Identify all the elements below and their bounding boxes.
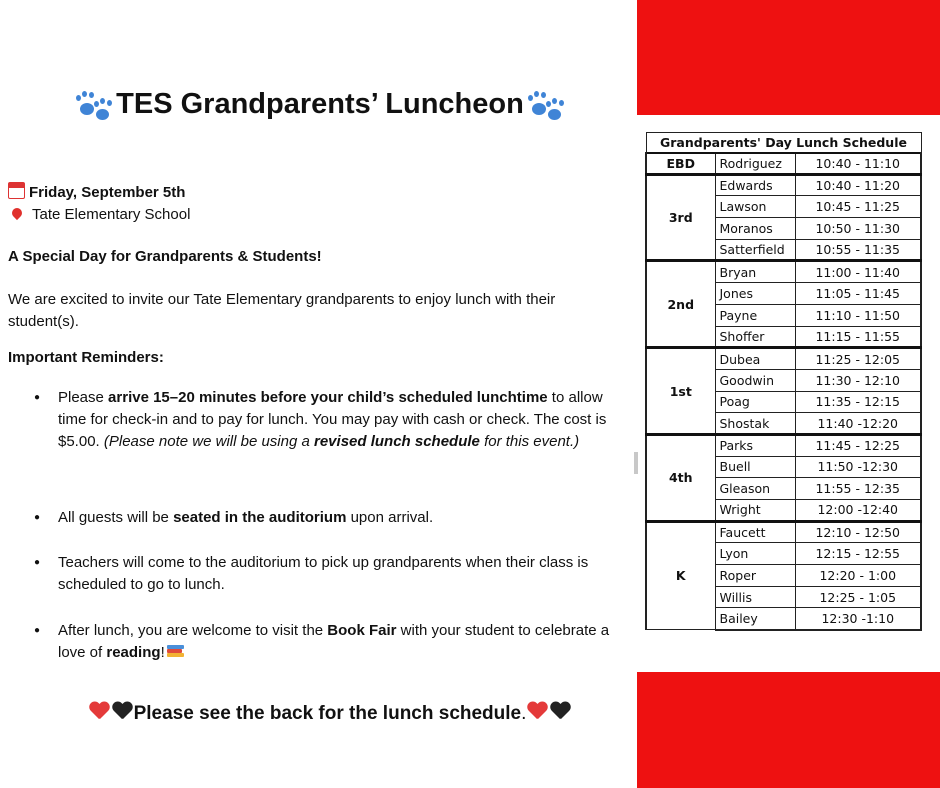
lunch-schedule-table (645, 132, 922, 631)
schedule-row (646, 521, 921, 543)
schedule-row (646, 153, 921, 175)
teacher-cell: Lawson (715, 196, 795, 218)
paw-prints-icon (72, 89, 116, 121)
time-cell: 11:30 - 12:10 (795, 369, 921, 391)
teacher-cell: Wright (715, 500, 795, 522)
time-cell: 10:40 - 11:10 (795, 153, 921, 175)
time-cell: 12:00 -12:40 (795, 500, 921, 522)
books-icon (167, 645, 184, 658)
reminder-seating: ● All guests will be seated in the auditorium upon arrival. (58, 507, 626, 529)
closing-note: Please see the back for the lunch schedule. (0, 702, 660, 725)
red-heart-icon (527, 702, 548, 721)
grade-cell: 3rd (646, 174, 715, 261)
intro-paragraph: We are excited to invite our Tate Elementary grandparents to enjoy lunch with their student(s). (8, 291, 556, 330)
schedule-row (646, 261, 921, 283)
teacher-cell: Lyon (715, 543, 795, 565)
teacher-cell: Willis (715, 586, 795, 608)
teacher-cell: Payne (715, 304, 795, 326)
teacher-cell: Parks (715, 434, 795, 456)
time-cell: 10:50 - 11:30 (795, 218, 921, 240)
special-day-heading: A Special Day for Grandparents & Students! (8, 248, 322, 265)
red-heart-icon (89, 702, 110, 721)
teacher-cell: Faucett (715, 521, 795, 543)
teacher-cell: Bryan (715, 261, 795, 283)
time-cell: 11:50 -12:30 (795, 456, 921, 478)
reminders-heading: Important Reminders: (8, 349, 164, 366)
time-cell: 11:40 -12:20 (795, 413, 921, 435)
time-cell: 12:25 - 1:05 (795, 586, 921, 608)
reminder-pickup: ● Teachers will come to the auditorium to pick up grandparents when their class is scheduled to go to lunch. (58, 552, 626, 596)
time-cell: 11:45 - 12:25 (795, 434, 921, 456)
teacher-cell: Bailey (715, 608, 795, 630)
teacher-cell: Dubea (715, 348, 795, 370)
time-cell: 11:15 - 11:55 (795, 326, 921, 348)
black-heart-icon (112, 702, 133, 721)
time-cell: 11:25 - 12:05 (795, 348, 921, 370)
calendar-icon (8, 182, 25, 199)
red-accent-block-bottom (637, 672, 940, 788)
teacher-cell: Roper (715, 565, 795, 587)
time-cell: 12:10 - 12:50 (795, 521, 921, 543)
time-cell: 12:30 -1:10 (795, 608, 921, 630)
reminder-arrival: ● Please arrive 15–20 minutes before your child’s scheduled lunchtime to allow time for check-in and to pay for lunch. You may pay with cash or check. The cost is $5.00. (Please note we will be using a revised lunch schedule for this event.) (58, 387, 626, 453)
time-cell: 12:20 - 1:00 (795, 565, 921, 587)
round-pushpin-icon (10, 206, 24, 220)
teacher-cell: Gleason (715, 478, 795, 500)
teacher-cell: Goodwin (715, 369, 795, 391)
teacher-cell: Shostak (715, 413, 795, 435)
grade-cell: 1st (646, 348, 715, 435)
time-cell: 11:00 - 11:40 (795, 261, 921, 283)
grade-cell: 2nd (646, 261, 715, 348)
red-accent-block-top (637, 0, 940, 115)
time-cell: 11:35 - 12:15 (795, 391, 921, 413)
time-cell: 10:40 - 11:20 (795, 174, 921, 196)
teacher-cell: Jones (715, 283, 795, 305)
paw-prints-icon (524, 89, 568, 121)
time-cell: 12:15 - 12:55 (795, 543, 921, 565)
grade-cell: 4th (646, 434, 715, 521)
time-cell: 10:45 - 11:25 (795, 196, 921, 218)
time-cell: 11:05 - 11:45 (795, 283, 921, 305)
teacher-cell: Buell (715, 456, 795, 478)
teacher-cell: Poag (715, 391, 795, 413)
reminder-book-fair: ● After lunch, you are welcome to visit the Book Fair with your student to celebrate a love of reading! (58, 620, 626, 664)
teacher-cell: Shoffer (715, 326, 795, 348)
flyer-title (0, 88, 640, 121)
event-location: Tate Elementary School (8, 206, 190, 223)
teacher-cell: Edwards (715, 174, 795, 196)
time-cell: 11:10 - 11:50 (795, 304, 921, 326)
time-cell: 10:55 - 11:35 (795, 239, 921, 261)
teacher-cell: Rodriguez (715, 153, 795, 175)
teacher-cell: Satterfield (715, 239, 795, 261)
schedule-title: Grandparents' Day Lunch Schedule (646, 133, 921, 153)
grade-cell: EBD (646, 153, 715, 175)
teacher-cell: Moranos (715, 218, 795, 240)
event-date: Friday, September 5th (8, 182, 185, 201)
title-text: TES Grandparents’ Luncheon (116, 88, 524, 120)
time-cell: 11:55 - 12:35 (795, 478, 921, 500)
scrollbar-thumb[interactable] (634, 452, 638, 474)
grade-cell: K (646, 521, 715, 629)
black-heart-icon (550, 702, 571, 721)
schedule-row (646, 434, 921, 456)
schedule-row (646, 348, 921, 370)
schedule-row (646, 174, 921, 196)
